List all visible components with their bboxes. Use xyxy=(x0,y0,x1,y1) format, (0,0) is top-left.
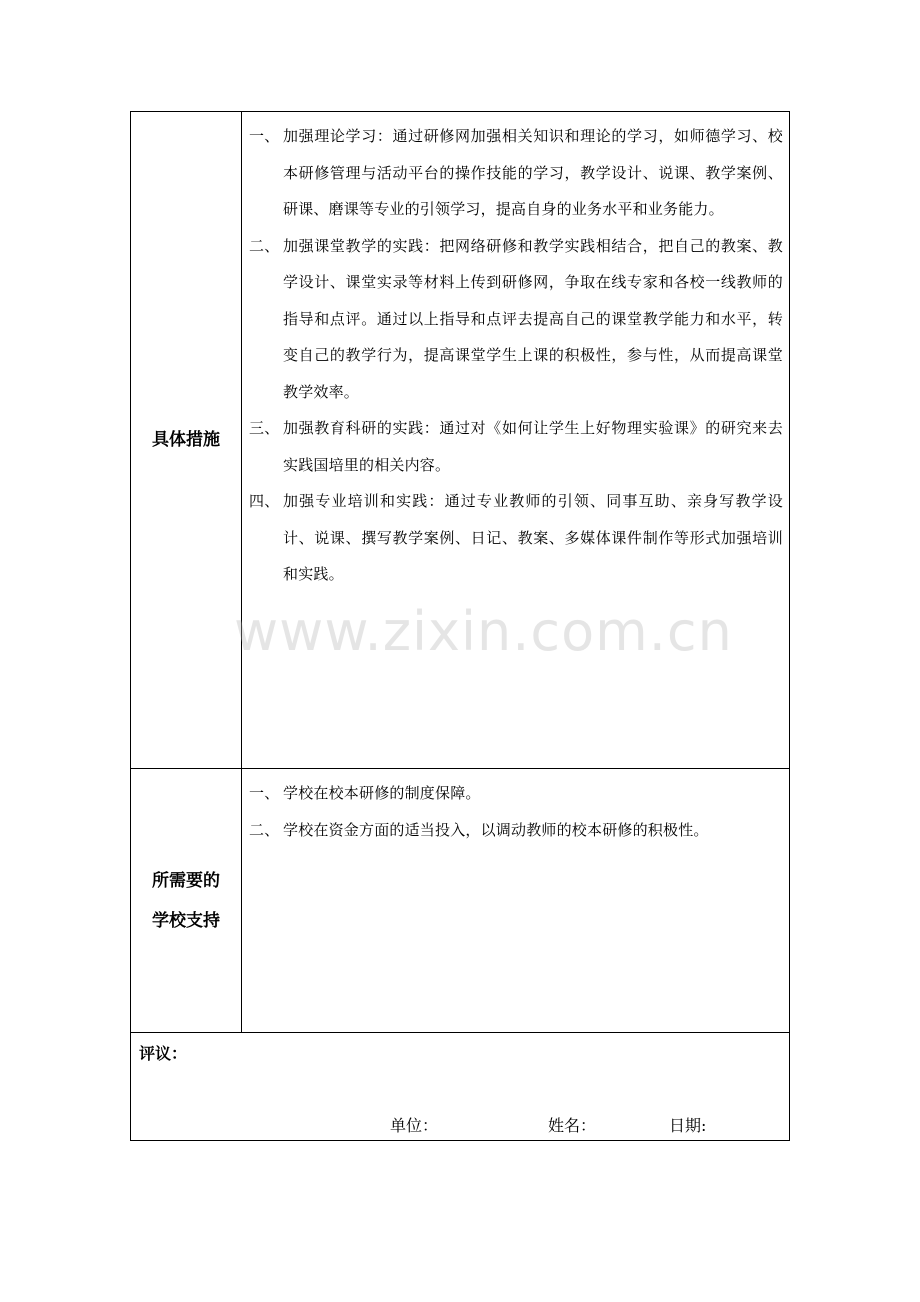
date-label: 日期: xyxy=(669,1116,707,1135)
support-label-cell xyxy=(131,769,242,1032)
support-row xyxy=(131,769,789,1033)
item-text: 学校在校本研修的制度保障。 xyxy=(283,784,481,802)
item-number: 二、 xyxy=(249,820,280,839)
item-number: 一、 xyxy=(249,784,280,802)
item-text: 加强专业培训和实践：通过专业教师的引领、同事互助、亲身写教学设计、说课、撰写教学案例、日记、教案、多媒体课件制作等形式加强培训和实践。 xyxy=(283,492,783,583)
unit-label: 单位： xyxy=(390,1116,439,1135)
item-text: 加强理论学习：通过研修网加强相关知识和理论的学习，如师德学习、校本研修管理与活动平台的操作技能的学习，教学设计、说课、教学案例、研课、磨课等专业的引领学习，提高自身的业务水平和业务能力。 xyxy=(283,127,783,218)
review-label: 评议： xyxy=(139,1044,188,1063)
measures-row xyxy=(131,112,789,769)
measure-item xyxy=(249,118,783,228)
watermark-text: www.zixin.com.cn xyxy=(234,600,733,663)
support-label-line: 所需要的 xyxy=(152,870,220,891)
support-label-line: 学校支持 xyxy=(152,910,220,931)
support-label xyxy=(152,861,220,941)
measure-item xyxy=(249,410,783,483)
item-number: 三、 xyxy=(249,419,280,437)
support-item xyxy=(249,775,783,812)
item-text: 加强教育科研的实践：通过对《如何让学生上好物理实验课》的研究来去实践国培里的相关内容。 xyxy=(283,419,783,474)
measure-item xyxy=(249,228,783,411)
name-label: 姓名： xyxy=(548,1116,597,1135)
support-item xyxy=(249,812,783,849)
review-row xyxy=(131,1033,789,1140)
support-content xyxy=(241,769,789,1032)
measures-label: 具体措施 xyxy=(152,430,220,450)
measures-label-cell xyxy=(131,112,242,768)
plan-table xyxy=(130,111,790,1141)
measures-content xyxy=(241,112,789,768)
measure-item xyxy=(249,483,783,593)
item-text: 加强课堂教学的实践：把网络研修和教学实践相结合，把自己的教案、教学设计、课堂实录等材料上传到研修网，争取在线专家和各校一线教师的指导和点评。通过以上指导和点评去提高自己的课堂教学能力和水平，转变自己的教学行为，提高课堂学生上课的积极性，参与性，从而提高课堂教学效率。 xyxy=(283,236,783,401)
item-number: 一、 xyxy=(249,127,280,145)
item-number: 四、 xyxy=(249,492,280,510)
item-number: 二、 xyxy=(249,236,280,255)
item-text: 学校在资金方面的适当投入，以调动教师的校本研修的积极性。 xyxy=(283,820,709,839)
